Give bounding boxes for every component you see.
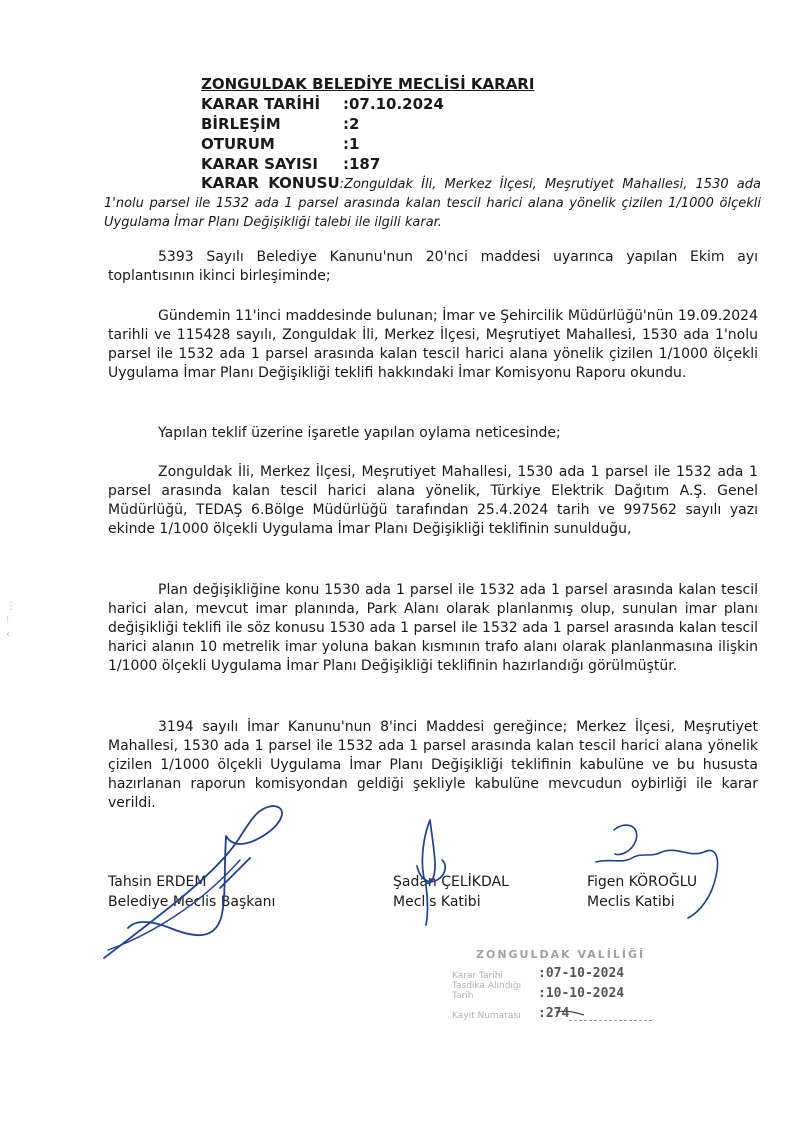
stamp-value: :274 [538, 1006, 570, 1021]
signature-block-chair [108, 872, 275, 912]
header-value: :1 [343, 135, 360, 153]
signatory-title: Meclis Katibi [393, 894, 481, 910]
paragraph-1 [108, 248, 758, 286]
stamp-value: :07-10-2024 [538, 966, 625, 981]
paragraph-2 [108, 307, 758, 383]
stamp-row [452, 961, 652, 981]
stamp-underline [569, 1020, 652, 1021]
signatory-title: Meclis Katibi [587, 894, 675, 910]
header-label: BİRLEŞİM [201, 115, 281, 133]
stamp-title: ZONGULDAK VALİLİĞİ [476, 948, 646, 961]
registry-stamp [452, 948, 652, 1021]
header-value: :187 [343, 155, 381, 173]
stamp-label: Kayıt Numarası [452, 1011, 521, 1021]
header-row-sitting [201, 134, 534, 154]
signature-block-clerk-1 [393, 872, 509, 912]
stamp-value: :10-10-2024 [538, 986, 625, 1001]
paragraph-6 [108, 718, 758, 813]
signatory-name: Şadan ÇELİKDAL [393, 874, 509, 890]
header-label: KARAR SAYISI [201, 155, 318, 173]
paragraph-4 [108, 463, 758, 539]
paragraph-3 [108, 424, 758, 443]
paragraph-text: Plan değişikliğine konu 1530 ada 1 parsel ile 1532 ada 1 parsel arasında kalan tescil harici alan, mevcut imar planında, Park Alanı olarak planlanmış olup, sunulan imar planı değişikliği teklifi ile söz konusu 1530 ada 1 parsel ile 1532 ada 1 parsel arasında kalan tescil harici alanın 10 metrelik imar yoluna bakan kısmının trafo alanı olarak planlanmasına ilişkin 1/1000 ölçekli Uygulama İmar Planı Değişikliği teklifinin hazırlandığı görülmüştür. [108, 582, 758, 674]
paragraph-text: Gündemin 11'inci maddesinde bulunan; İmar ve Şehircilik Müdürlüğü'nün 19.09.2024 tarihli ve 115428 sayılı, Zonguldak İli, Merkez İlçesi, Meşrutiyet Mahallesi, 1530 ada 1'nolu parsel ile 1532 ada 1 parsel arasında kalan tescil harici alana yönelik çizilen 1/1000 ölçekli Uygulama İmar Planı Değişikliği teklifi hakkındaki İmar Komisyonu Raporu okundu. [108, 308, 758, 381]
subject-text: :Zonguldak İli, Merkez İlçesi, Meşrutiyet Mahallesi, 1530 ada 1'nolu parsel ile 1532 ada 1 parsel arasında kalan tescil harici alana yönelik çizilen 1/1000 ölçekli Uygulama İmar Planı Değişikliği talebi ile ilgili karar. [104, 177, 761, 230]
stamp-row [452, 1001, 652, 1021]
paragraph-text: 5393 Sayılı Belediye Kanunu'nun 20'nci maddesi uyarınca yapılan Ekim ayı toplantısının ikinci birleşiminde; [108, 249, 758, 284]
paragraph-text: 3194 sayılı İmar Kanunu'nun 8'inci Maddesi gereğince; Merkez İlçesi, Meşrutiyet Mahallesi, 1530 ada 1 parsel ile 1532 ada 1 parsel arasında kalan tescil harici alana yönelik çizilen 1/1000 ölçekli Uygulama İmar Planı Değişikliği teklifinin kabulüne ve bu hususta hazırlanan raporun komisyondan geldiği şekliyle kabulüne mevcudun oybirliği ile karar verildi. [108, 719, 758, 811]
margin-marks: ⋮ ⁝ ‹ [6, 601, 16, 640]
header-label: OTURUM [201, 135, 275, 153]
decision-subject [104, 174, 761, 232]
signatory-name: Figen KÖROĞLU [587, 874, 698, 890]
decision-header [201, 74, 534, 174]
stamp-label: Karar Tarihi [452, 971, 503, 981]
header-value: :07.10.2024 [343, 95, 444, 113]
header-value: :2 [343, 115, 360, 133]
paragraph-text: Yapılan teklif üzerine işaretle yapılan oylama neticesinde; [158, 425, 561, 441]
signature-block-clerk-2 [587, 872, 697, 912]
paragraph-text: Zonguldak İli, Merkez İlçesi, Meşrutiyet Mahallesi, 1530 ada 1 parsel ile 1532 ada 1 parsel arasında kalan tescil harici alana yönelik, Türkiye Elektrik Dağıtım A.Ş. Genel Müdürlüğü, TEDAŞ 6.Bölge Müdürlüğü tarafından 25.4.2024 tarih ve 997562 sayılı yazı ekinde 1/1000 ölçekli Uygulama İmar Planı Değişikliği teklifinin sunulduğu, [108, 464, 758, 537]
header-row-session [201, 114, 534, 134]
document-title: ZONGULDAK BELEDİYE MECLİSİ KARARI [201, 75, 535, 93]
subject-label: KARAR KONUSU [201, 174, 340, 192]
header-row-number [201, 154, 534, 174]
stamp-label: Tasdika Alındığı Tarih [452, 981, 522, 1001]
stamp-row [452, 981, 652, 1001]
signatory-title: Belediye Meclis Başkanı [108, 894, 276, 910]
signatory-name: Tahsin ERDEM [108, 874, 207, 890]
paragraph-5 [108, 581, 758, 676]
header-label: KARAR TARİHİ [201, 95, 321, 113]
header-row-date [201, 94, 534, 114]
